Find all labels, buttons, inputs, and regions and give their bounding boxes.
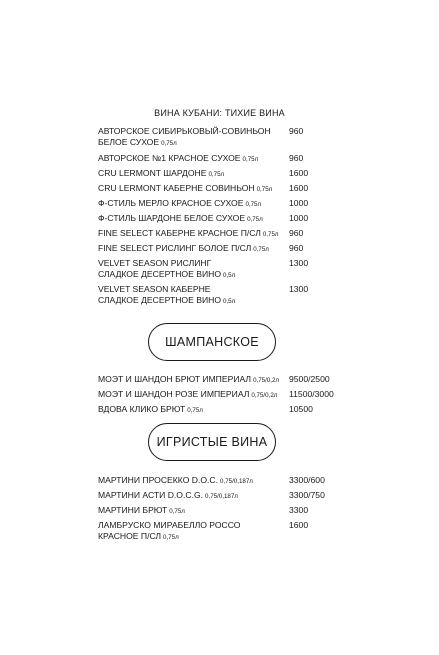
item-name: МОЭТ И ШАНДОН БРЮТ ИМПЕРИАЛ <box>98 374 252 384</box>
item-name: МАРТИНИ АСТИ D.O.C.G. <box>98 490 204 500</box>
list-item <box>98 505 368 520</box>
item-price: 10500 <box>289 404 313 414</box>
item-volume: 0,75л <box>163 533 179 541</box>
item-volume: 0,75/0,187л <box>220 478 253 485</box>
kuban-section-title: ВИНА КУБАНИ: ТИХИЕ ВИНА <box>154 108 285 118</box>
list-item <box>98 490 368 505</box>
item-price: 960 <box>289 243 304 253</box>
list-item <box>98 126 368 153</box>
list-item <box>98 243 368 258</box>
item-volume: 0,75л <box>161 139 177 147</box>
item-name: VELVET SEASON РИСЛИНГ <box>98 258 212 268</box>
list-item <box>98 374 368 389</box>
list-item <box>98 475 368 490</box>
item-volume: 0,75/0,2л <box>251 392 278 399</box>
list-item <box>98 153 368 168</box>
item-price: 1000 <box>289 213 309 223</box>
item-price: 11500/3000 <box>289 389 334 399</box>
item-name: МОЭТ И ШАНДОН РОЗЕ ИМПЕРИАЛ <box>98 389 250 399</box>
item-name-line2: БЕЛОЕ СУХОЕ <box>98 136 160 147</box>
sparkling-list <box>98 475 368 546</box>
item-price: 1600 <box>289 520 309 530</box>
list-item <box>98 284 368 310</box>
item-name: ЛАМБРУСКО МИРАБЕЛЛО РОССО <box>98 520 241 530</box>
item-name: FINE SELECT КАБЕРНЕ КРАСНОЕ П/СЛ <box>98 228 261 238</box>
item-name: МАРТИНИ ПРОСЕККО D.O.C. <box>98 475 219 485</box>
item-name-line2: КРАСНОЕ П/СЛ <box>98 530 162 541</box>
item-name: FINE SELECT РИСЛИНГ БОЛОЕ П/СЛ <box>98 243 252 253</box>
item-volume: 0,75л <box>262 231 279 238</box>
item-name: VELVET SEASON КАБЕРНЕ <box>98 284 211 294</box>
item-price: 1300 <box>289 284 309 294</box>
item-volume: 0,75л <box>242 156 259 163</box>
item-name: МАРТИНИ БРЮТ <box>98 505 168 515</box>
item-price: 1300 <box>289 258 309 268</box>
item-volume: 0,75л <box>256 186 273 193</box>
list-item <box>98 168 368 183</box>
item-price: 3300 <box>289 505 309 515</box>
item-volume: 0,75л <box>253 246 269 253</box>
item-volume: 0,75/0,2л <box>253 377 280 384</box>
item-price: 3300/600 <box>289 475 325 485</box>
item-price: 1600 <box>289 183 309 193</box>
item-name: CRU LERMONT КАБЕРНЕ СОВИНЬОН <box>98 183 255 193</box>
item-volume: 0,75л <box>245 201 262 208</box>
item-volume: 0,5л <box>223 271 236 279</box>
item-name: CRU LERMONT ШАРДОНЕ <box>98 168 207 178</box>
list-item <box>98 520 368 546</box>
list-item <box>98 213 368 228</box>
list-item <box>98 198 368 213</box>
sparkling-section-header: ИГРИСТЫЕ ВИНА <box>148 423 276 461</box>
item-name-line2: СЛАДКОЕ ДЕСЕРТНОЕ ВИНО <box>98 294 222 305</box>
list-item <box>98 228 368 243</box>
item-volume: 0,75л <box>208 171 225 178</box>
item-name: Ф-СТИЛЬ МЕРЛО КРАСНОЕ СУХОЕ <box>98 198 244 208</box>
item-volume: 0,75л <box>169 508 185 515</box>
item-name: АВТОРСКОЕ №1 КРАСНОЕ СУХОЕ <box>98 153 241 163</box>
item-volume: 0,75л <box>187 407 203 414</box>
list-item <box>98 389 368 404</box>
item-volume: 0,75/0,187л <box>205 493 238 500</box>
champagne-section-header: ШАМПАНСКОЕ <box>148 323 276 361</box>
item-volume: 0,75л <box>247 216 263 223</box>
item-price: 1600 <box>289 168 309 178</box>
item-price: 960 <box>289 126 304 136</box>
list-item <box>98 404 368 419</box>
champagne-list <box>98 374 368 419</box>
list-item <box>98 183 368 198</box>
item-name: ВДОВА КЛИКО БРЮТ <box>98 404 186 414</box>
item-volume: 0,5л <box>223 297 236 305</box>
item-name-line2: СЛАДКОЕ ДЕСЕРТНОЕ ВИНО <box>98 268 222 279</box>
kuban-wine-list <box>98 126 368 310</box>
item-name: Ф-СТИЛЬ ШАРДОНЕ БЕЛОЕ СУХОЕ <box>98 213 246 223</box>
list-item <box>98 258 368 284</box>
item-price: 1000 <box>289 198 309 208</box>
item-name: АВТОРСКОЕ СИБИРЬКОВЫЙ-СОВИНЬОН <box>98 126 271 136</box>
item-price: 960 <box>289 228 304 238</box>
item-price: 960 <box>289 153 304 163</box>
item-price: 3300/750 <box>289 490 325 500</box>
item-price: 9500/2500 <box>289 374 330 384</box>
